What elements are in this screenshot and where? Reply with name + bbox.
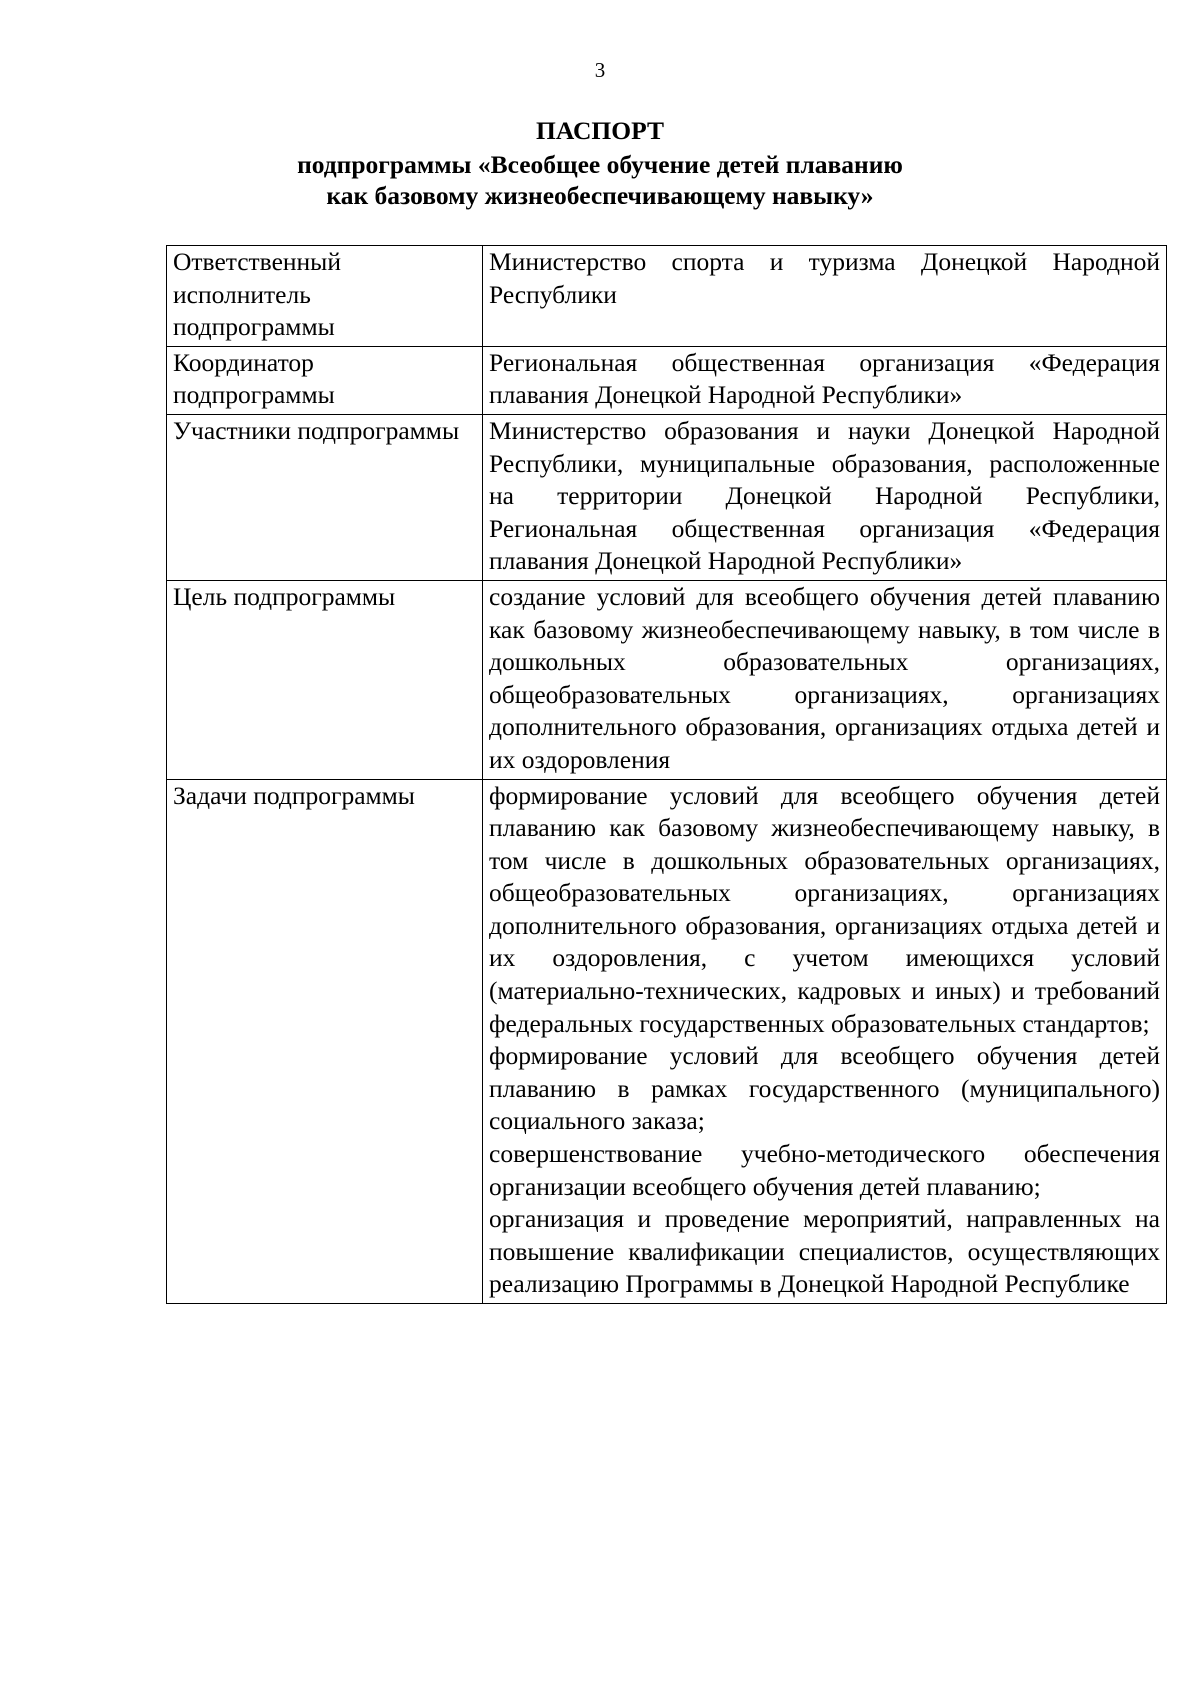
table-row-tasks xyxy=(167,779,1167,1304)
task-paragraph: совершенствование учебно-методического обеспечения организации всеобщего обучения детей плаванию; xyxy=(489,1139,1160,1201)
row-label: Задачи подпрограммы xyxy=(167,779,483,1304)
document-subtitle-line-1: подпрограммы «Всеобщее обучение детей плаванию xyxy=(297,150,903,179)
row-label: Ответственный исполнитель подпрограммы xyxy=(167,246,483,347)
task-paragraph: организация и проведение мероприятий, направленных на повышение квалификации специалистов, осуществляющих реализацию Программы в Донецкой Народной Республике xyxy=(489,1204,1160,1299)
table-row-responsible-executor xyxy=(167,246,1167,347)
document-title: ПАСПОРТ xyxy=(536,116,664,145)
row-value-tasks xyxy=(483,779,1167,1304)
row-value: Министерство образования и науки Донецкой Народной Республики, муниципальные образования, расположенные на территории Донецкой Народной Республики, Региональная общественная организация «Федерация плавания Донецкой Народной Республики» xyxy=(483,414,1167,580)
row-label: Координатор подпрограммы xyxy=(167,346,483,414)
table-row-participants xyxy=(167,414,1167,580)
passport-table xyxy=(166,245,1167,1304)
row-label: Цель подпрограммы xyxy=(167,580,483,779)
table-row-coordinator xyxy=(167,346,1167,414)
task-paragraph: формирование условий для всеобщего обучения детей плаванию в рамках государственного (муниципального) социального заказа; xyxy=(489,1041,1160,1136)
row-value: Региональная общественная организация «Федерация плавания Донецкой Народной Республики» xyxy=(483,346,1167,414)
document-subtitle-line-2: как базовому жизнеобеспечивающему навыку» xyxy=(326,181,874,210)
table-row-goal xyxy=(167,580,1167,779)
row-value: Министерство спорта и туризма Донецкой Народной Республики xyxy=(483,246,1167,347)
task-paragraph: формирование условий для всеобщего обучения детей плаванию как базовому жизнеобеспечивающему навыку, в том числе в дошкольных образовательных организациях, общеобразовательных организациях, организациях дополнительного образования, организациях отдыха детей и их оздоровления, с учетом имеющихся условий (материально-технических, кадровых и иных) и требований федеральных государственных образовательных стандартов; xyxy=(489,780,1160,1038)
row-label: Участники подпрограммы xyxy=(167,414,483,580)
row-value: создание условий для всеобщего обучения детей плаванию как базовому жизнеобеспечивающему навыку, в том числе в дошкольных образовательных организациях, общеобразовательных организациях, организациях дополнительного образования, организациях отдыха детей и их оздоровления xyxy=(483,580,1167,779)
page-number: 3 xyxy=(594,58,606,82)
